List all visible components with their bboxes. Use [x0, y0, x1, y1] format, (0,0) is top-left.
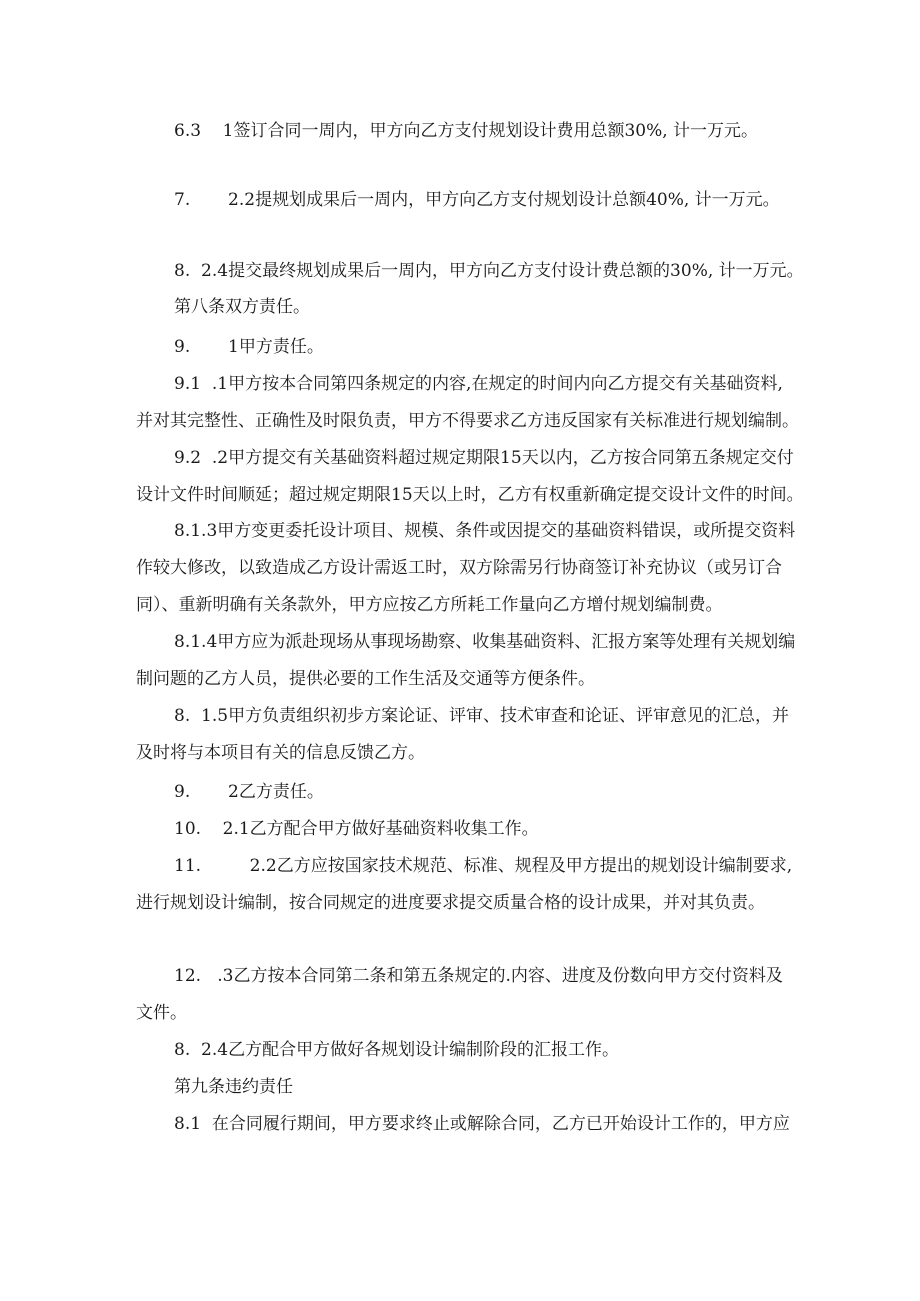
clause-8-1-4-line2: 制问题的乙方人员，提供必要的工作生活及交通等方便条件。: [136, 669, 595, 689]
clause-10: 10. 2.1乙方配合甲方做好基础资料收集工作。: [174, 819, 539, 839]
clause-8-1-5-line2: 及时将与本项目有关的信息反馈乙方。: [136, 743, 425, 763]
article-nine-heading: 第九条违约责任: [174, 1077, 293, 1097]
clause-11-line2: 进行规划设计编制，按合同规定的进度要求提交质量合格的设计成果，并对其负责。: [136, 893, 765, 913]
clause-8-1-breach: 8.1 在合同履行期间，甲方要求终止或解除合同，乙方已开始设计工作的，甲方应: [174, 1114, 790, 1134]
clause-9-2-line1: 9.2 .2甲方提交有关基础资料超过规定期限15天以内，乙方按合同第五条规定交付: [174, 448, 794, 468]
party-a-duty-heading: 9. 1甲方责任。: [174, 337, 324, 357]
clause-8-1-3-line1: 8.1.3甲方变更委托设计项目、规模、条件或因提交的基础资料错误，或所提交资料: [174, 521, 796, 541]
clause-9-2-line2: 设计文件时间顺延；超过规定期限15天以上时，乙方有权重新确定提交设计文件的时间。: [136, 485, 804, 505]
clause-12-line2: 文件。: [136, 1003, 187, 1023]
clause-8-1-4-line1: 8.1.4甲方应为派赴现场从事现场勘察、收集基础资料、汇报方案等处理有关规划编: [174, 632, 796, 652]
payment-clause-7: 7. 2.2提规划成果后一周内，甲方向乙方支付规划设计总额40%, 计一万元。: [174, 190, 780, 210]
clause-12-line1: 12. .3乙方按本合同第二条和第五条规定的.内容、进度及份数向甲方交付资料及: [174, 966, 783, 986]
article-eight-heading: 第八条双方责任。: [174, 297, 310, 317]
clause-9-1-line2: 并对其完整性、正确性及时限负责，甲方不得要求乙方违反国家有关标准进行规划编制。: [136, 411, 799, 431]
clause-9-1-line1: 9.1 .1甲方按本合同第四条规定的内容,在规定的时间内向乙方提交有关基础资料,: [174, 374, 783, 394]
clause-8-1-3-line3: 同）、重新明确有关条款外，甲方应按乙方所耗工作量向乙方增付规划编制费。: [136, 595, 723, 615]
payment-clause-6-3: 6.3 1签订合同一周内，甲方向乙方支付规划设计费用总额30%, 计一万元。: [174, 121, 759, 141]
clause-8-1-5-line1: 8. 1.5甲方负责组织初步方案论证、评审、技术审查和论证、评审意见的汇总，并: [174, 706, 790, 726]
clause-8-2-4: 8. 2.4乙方配合甲方做好各规划设计编制阶段的汇报工作。: [174, 1040, 620, 1060]
clause-8-1-3-line2: 作较大修改，以致造成乙方设计需返工时，双方除需另行协商签订补充协议（或另订合: [136, 558, 782, 578]
clause-11-line1: 11. 2.2乙方应按国家技术规范、标准、规程及甲方提出的规划设计编制要求,: [174, 856, 793, 876]
payment-clause-8: 8. 2.4提交最终规划成果后一周内，甲方向乙方支付设计费总额的30%, 计一万元。: [174, 261, 804, 281]
party-b-duty-heading: 9. 2乙方责任。: [174, 782, 324, 802]
